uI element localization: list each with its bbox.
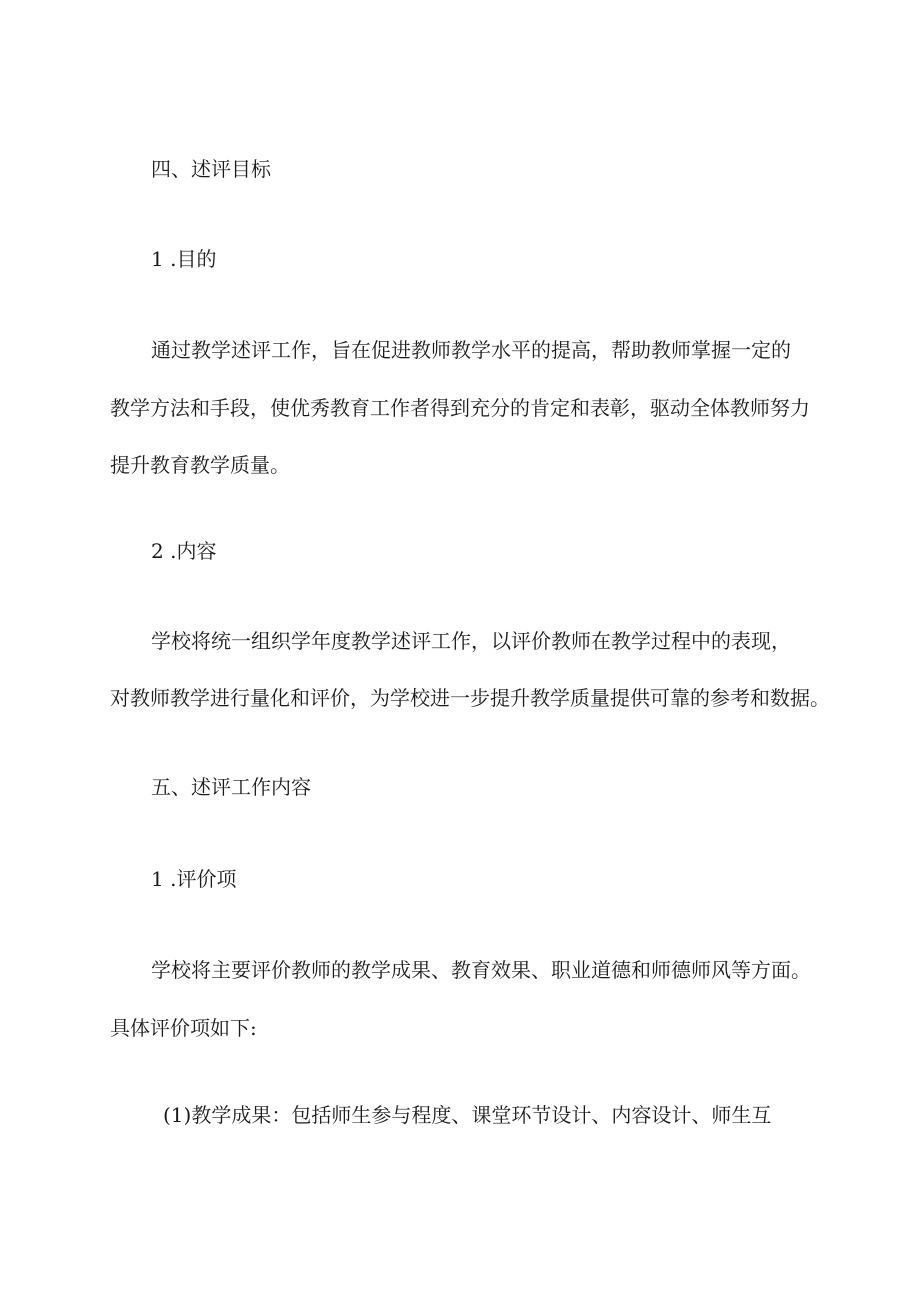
- section-5-heading: 五、述评工作内容: [151, 775, 311, 799]
- section-4-1-para-line: 通过教学述评工作，旨在促进教师教学水平的提高，帮助教师掌握一定的: [151, 338, 791, 362]
- section-4-1-heading: 1 .目的: [151, 247, 217, 271]
- section-5-1-heading: 1 .评价项: [151, 867, 237, 891]
- section-5-1-para-line: 具体评价项如下:: [110, 1016, 257, 1040]
- section-5-1-para-line: 学校将主要评价教师的教学成果、教育效果、职业道德和师德师风等方面。: [151, 958, 811, 982]
- section-4-2-para-line: 学校将统一组织学年度教学述评工作，以评价教师在教学过程中的表现，: [151, 629, 791, 653]
- section-4-1-para-line: 提升教育教学质量。: [110, 453, 290, 477]
- section-4-heading: 四、述评目标: [151, 157, 271, 181]
- section-4-2-para-line: 对教师教学进行量化和评价，为学校进一步提升教学质量提供可靠的参考和数据。: [110, 686, 830, 710]
- section-4-1-para-line: 教学方法和手段，使优秀教育工作者得到充分的肯定和表彰，驱动全体教师努力: [110, 396, 810, 420]
- section-4-2-heading: 2 .内容: [151, 539, 217, 563]
- section-5-1-item: (1)教学成果：包括师生参与程度、课堂环节设计、内容设计、师生互: [163, 1103, 772, 1127]
